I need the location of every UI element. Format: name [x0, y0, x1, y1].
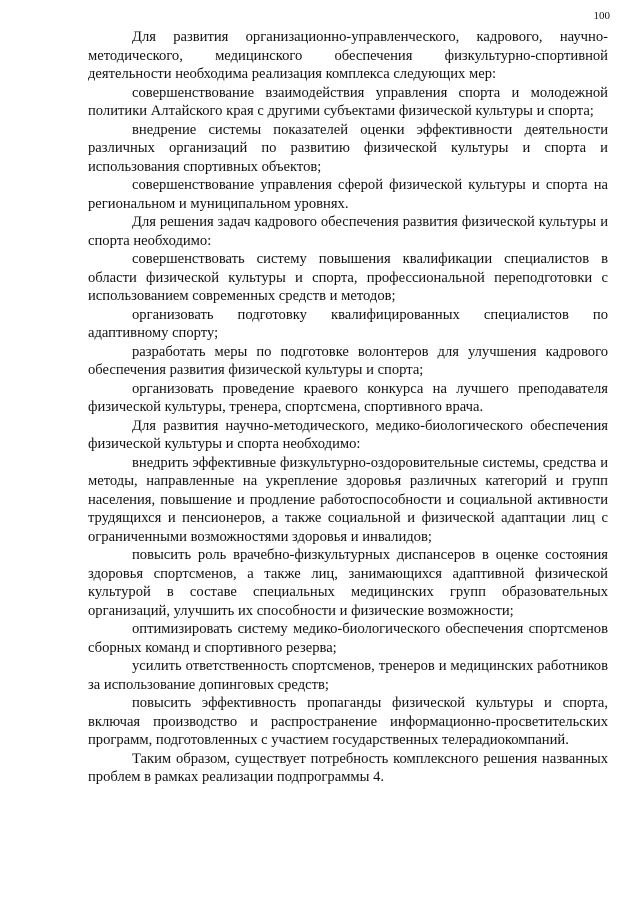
paragraph-doping: усилить ответственность спортсменов, тренеров и медицинских работников за использование допинговых средств; [88, 658, 608, 693]
paragraph-scientific-intro: Для развития научно-методического, медико-биологического обеспечения физической культуры и спорта необходимо: [88, 417, 608, 452]
paragraph-propaganda: повысить эффективность пропаганды физической культуры и спорта, включая производство и распространение информационно-просветительских программ, подготовленных с участием государственных телерадиокомпаний. [88, 695, 608, 748]
paragraph-management: совершенствование управления сферой физической культуры и спорта на региональном и муниципальном уровнях. [88, 177, 608, 212]
paragraph-indicators: внедрение системы показателей оценки эффективности деятельности различных организаций по развитию физической культуры и спорта и использования спортивных объектов; [88, 121, 608, 175]
page-number: 100 [593, 10, 610, 22]
paragraph-volunteers: разработать меры по подготовке волонтеров для улучшения кадрового обеспечения развития физической культуры и спорта; [88, 343, 608, 378]
body-text [88, 28, 608, 787]
paragraph-intro-measures: Для развития организационно-управленческого, кадрового, научно-методического, медицинского обеспечения физкультурно-спортивной деятельности необходима реализация комплекса следующих мер: [88, 29, 608, 82]
paragraph-health-systems: внедрить эффективные физкультурно-оздоровительные системы, средства и методы, направленные на укрепление здоровья различных категорий и групп населения, повышение и продление работоспособности и социальной активности трудящихся и пенсионеров, а также социальной и физической адаптации лиц с ограниченными возможностями здоровья и инвалидов; [88, 454, 608, 545]
paragraph-biomedical: оптимизировать систему медико-биологического обеспечения спортсменов сборных команд и спортивного резерва; [88, 621, 608, 656]
paragraph-dispensaries: повысить роль врачебно-физкультурных диспансеров в оценке состояния здоровья спортсменов, а также лиц, занимающихся адаптивной физической культурой в составе специальных медицинских групп образовательных организаций, улучшить их способности и физические возможности; [88, 547, 608, 619]
paragraph-conclusion: Таким образом, существует потребность комплексного решения названных проблем в рамках реализации подпрограммы 4. [88, 750, 608, 785]
paragraph-staffing-intro: Для решения задач кадрового обеспечения развития физической культуры и спорта необходимо: [88, 214, 608, 249]
paragraph-qualification: совершенствовать систему повышения квалификации специалистов в области физической культуры и спорта, профессиональной переподготовки с использованием современных средств и методов; [88, 251, 608, 304]
paragraph-adaptive-training: организовать подготовку квалифицированных специалистов по адаптивному спорту; [88, 306, 608, 341]
paragraph-interaction: совершенствование взаимодействия управления спорта и молодежной политики Алтайского края с другими субъектами физической культуры и спорта; [88, 84, 608, 119]
paragraph-contest: организовать проведение краевого конкурса на лучшего преподавателя физической культуры, тренера, спортсмена, спортивного врача. [88, 380, 608, 415]
